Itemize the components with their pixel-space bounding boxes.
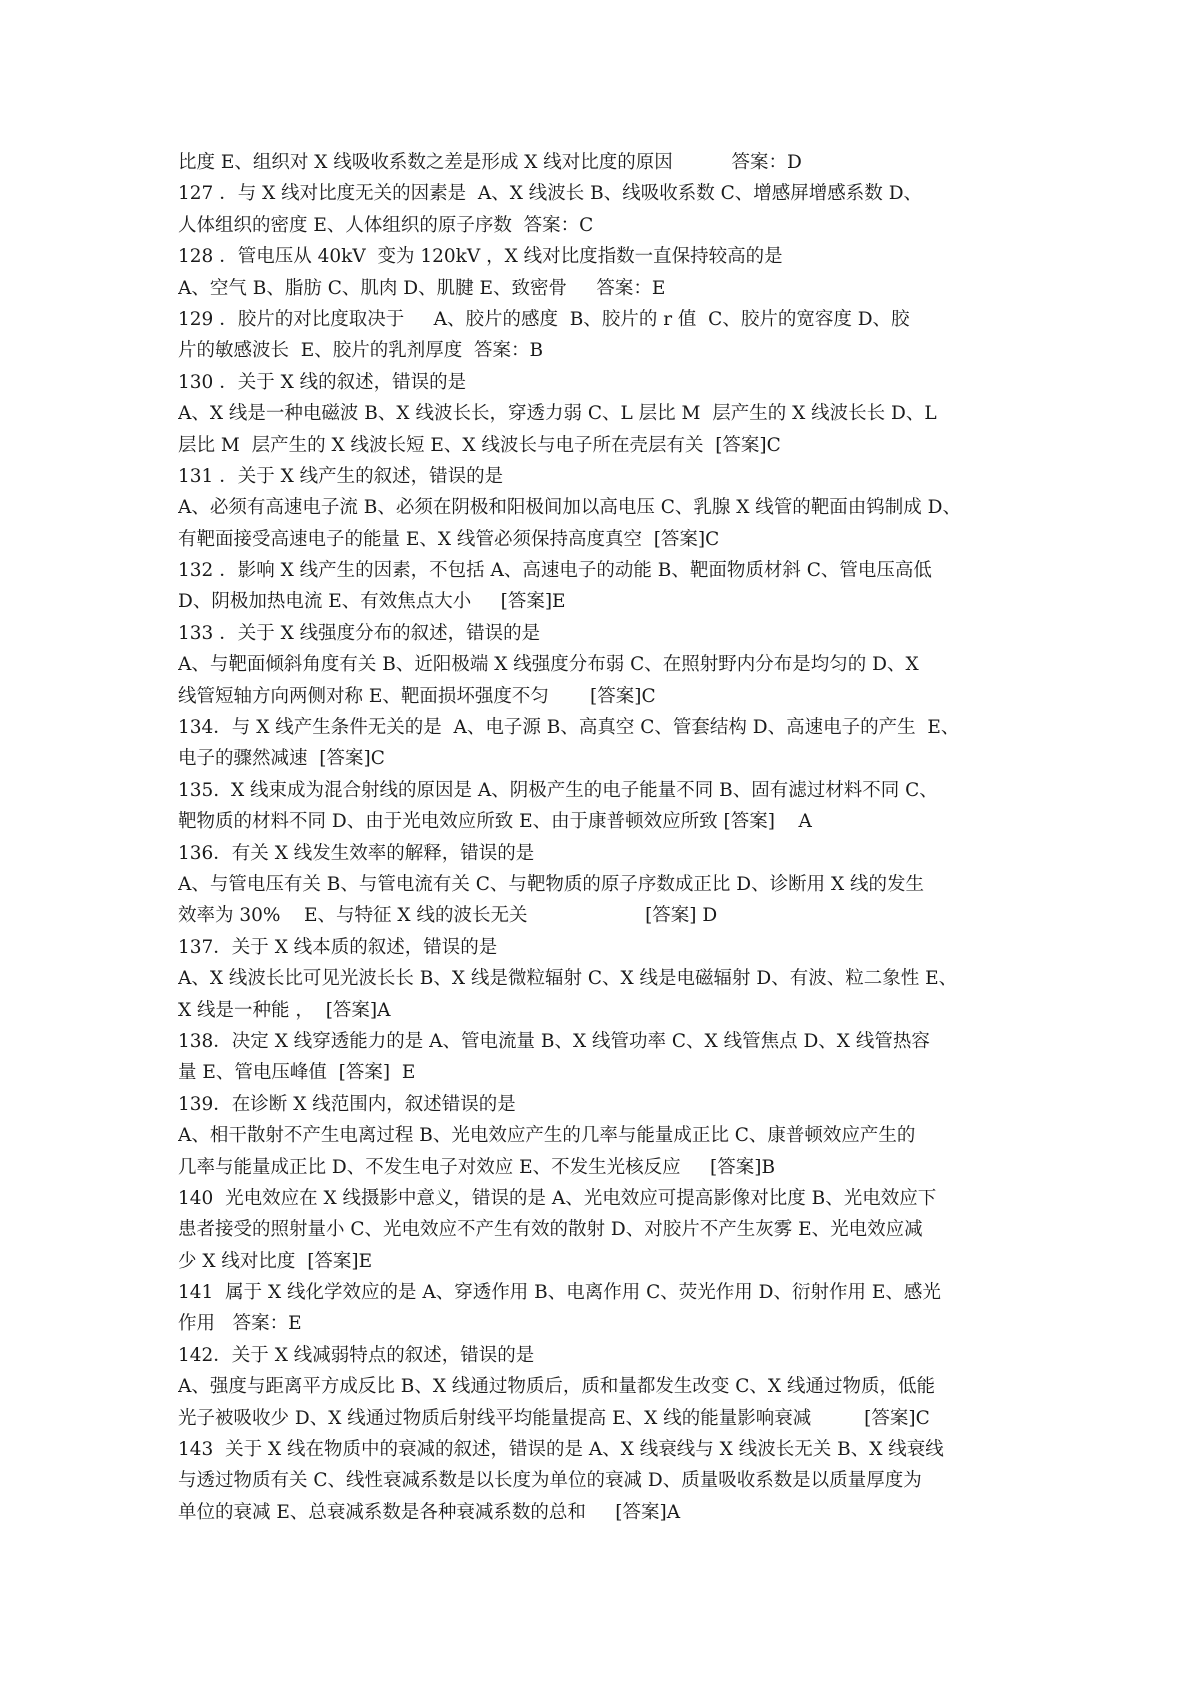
text-line: 患者接受的照射量小 C、光电效应不产生有效的散射 D、对胶片不产生灰雾 E、光电效应减: [178, 1219, 923, 1241]
text-line: 140 光电效应在 X 线摄影中意义，错误的是 A、光电效应可提高影像对比度 B、光电效应下: [178, 1187, 937, 1209]
text-line: 靶物质的材料不同 D、由于光电效应所致 E、由于康普顿效应所致 [答案] A: [178, 811, 812, 833]
text-line: 131 ．关于 X 线产生的叙述，错误的是: [178, 465, 504, 487]
text-line: 效率为 30% E、与特征 X 线的波长无关 [答案] D: [178, 905, 718, 927]
text-line: 单位的衰减 E、总衰减系数是各种衰减系数的总和 [答案]A: [178, 1501, 681, 1523]
text-line: 128 ．管电压从 40kV 变为 120kV ，X 线对比度指数一直保持较高的是: [178, 246, 783, 268]
document-page: [178, 147, 1023, 1528]
text-line: A、与管电压有关 B、与管电流有关 C、与靶物质的原子序数成正比 D、诊断用 X 线的发生: [178, 873, 925, 895]
text-line: 少 X 线对比度 [答案]E: [178, 1250, 373, 1272]
text-line: A、空气 B、脂肪 C、肌肉 D、肌腱 E、致密骨 答案：E: [178, 277, 666, 299]
text-line: 143 关于 X 线在物质中的衰减的叙述，错误的是 A、X 线衰线与 X 线波长无关 B、X 线衰线: [178, 1439, 944, 1461]
text-line: A、X 线是一种电磁波 B、X 线波长长，穿透力弱 C、L 层比 M 层产生的 X 线波长长 D、L: [178, 403, 937, 425]
text-line: D、阴极加热电流 E、有效焦点大小 [答案]E: [178, 591, 566, 613]
text-line: 141 属于 X 线化学效应的是 A、穿透作用 B、电离作用 C、荧光作用 D、衍射作用 E、感光: [178, 1282, 941, 1304]
text-line: 光子被吸收少 D、X 线通过物质后射线平均能量提高 E、X 线的能量影响衰减 [答案]C: [178, 1407, 930, 1429]
text-line: 133 ．关于 X 线强度分布的叙述，错误的是: [178, 622, 541, 644]
text-line: 136．有关 X 线发生效率的解释，错误的是: [178, 842, 535, 864]
text-line: X 线是一种能 ， [答案]A: [178, 999, 391, 1021]
text-line: A、相干散射不产生电离过程 B、光电效应产生的几率与能量成正比 C、康普顿效应产生的: [178, 1125, 916, 1147]
text-line: 层比 M 层产生的 X 线波长短 E、X 线波长与电子所在壳层有关 [答案]C: [178, 434, 781, 456]
text-line: 电子的骤然减速 [答案]C: [178, 748, 385, 770]
text-line: A、强度与距离平方成反比 B、X 线通过物质后，质和量都发生改变 C、X 线通过物质，低能: [178, 1376, 935, 1398]
text-line: 几率与能量成正比 D、不发生电子对效应 E、不发生光核反应 [答案]B: [178, 1156, 776, 1178]
text-line: 线管短轴方向两侧对称 E、靶面损坏强度不匀 [答案]C: [178, 685, 656, 707]
text-line: 138．决定 X 线穿透能力的是 A、管电流量 B、X 线管功率 C、X 线管焦点 D、X 线管热容: [178, 1030, 930, 1052]
text-line: 片的敏感波长 E、胶片的乳剂厚度 答案：B: [178, 340, 544, 362]
text-line: 134．与 X 线产生条件无关的是 A、电子源 B、高真空 C、管套结构 D、高速电子的产生 E、: [178, 717, 960, 739]
text-line: 132 ．影响 X 线产生的因素，不包括 A、高速电子的动能 B、靶面物质材斜 C、管电压高低: [178, 560, 932, 582]
text-line: 人体组织的密度 E、人体组织的原子序数 答案：C: [178, 214, 594, 236]
text-line: 127 ．与 X 线对比度无关的因素是 A、X 线波长 B、线吸收系数 C、增感屏增感系数 D、: [178, 183, 923, 205]
text-line: 135. X 线束成为混合射线的原因是 A、阴极产生的电子能量不同 B、固有滤过材料不同 C、: [178, 779, 938, 801]
text-line: 130 ．关于 X 线的叙述，错误的是: [178, 371, 467, 393]
text-line: A、X 线波长比可见光波长长 B、X 线是微粒辐射 C、X 线是电磁辐射 D、有波、粒二象性 E、: [178, 968, 958, 990]
text-line: A、与靶面倾斜角度有关 B、近阳极端 X 线强度分布弱 C、在照射野内分布是均匀的 D、X: [178, 654, 919, 676]
text-line: 137．关于 X 线本质的叙述，错误的是: [178, 936, 498, 958]
text-line: 139．在诊断 X 线范围内，叙述错误的是: [178, 1093, 516, 1115]
text-line: 129 ．胶片的对比度取决于 A、胶片的感度 B、胶片的 r 值 C、胶片的宽容度 D、胶: [178, 308, 910, 330]
text-line: A、必须有高速电子流 B、必须在阴极和阳极间加以高电压 C、乳腺 X 线管的靶面由钨制成 D、: [178, 497, 962, 519]
text-line: 有靶面接受高速电子的能量 E、X 线管必须保持高度真空 [答案]C: [178, 528, 720, 550]
text-line: 作用 答案：E: [178, 1313, 302, 1335]
text-line: 量 E、管电压峰值 [答案] E: [178, 1062, 416, 1084]
text-line: 142．关于 X 线减弱特点的叙述，错误的是: [178, 1344, 535, 1366]
text-line: 与透过物质有关 C、线性衰减系数是以长度为单位的衰减 D、质量吸收系数是以质量厚度为: [178, 1470, 922, 1492]
text-line: 比度 E、组织对 X 线吸收系数之差是形成 X 线对比度的原因 答案：D: [178, 152, 802, 173]
